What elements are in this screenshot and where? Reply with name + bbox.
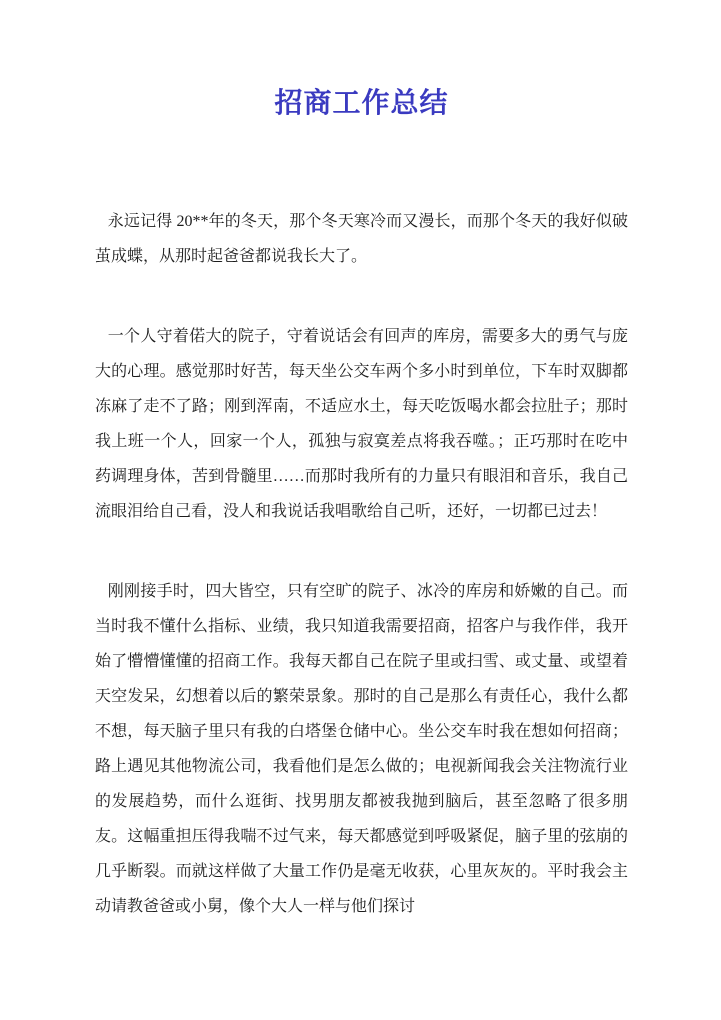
paragraph: 一个人守着偌大的院子，守着说话会有回声的库房，需要多大的勇气与庞大的心理。感觉那时好苦，每天坐公交车两个多小时到单位，下车时双脚都冻麻了走不了路；刚到浑南，不适应水土，每天吃饭喝水都会拉肚子；那时我上班一个人，回家一个人，孤独与寂寞差点将我吞噬。；正巧那时在吃中药调理身体，苦到骨髓里……而那时我所有的力量只有眼泪和音乐，我自己流眼泪给自己看，没人和我说话我唱歌给自己听，还好，一切都已过去！ bbox=[95, 328, 628, 520]
paragraph: 永远记得 20**年的冬天，那个冬天寒冷而又漫长，而那个冬天的我好似破茧成蝶，从那时起爸爸都说我长大了。 bbox=[95, 213, 628, 265]
document-title: 招商工作总结 bbox=[274, 88, 449, 119]
paragraph: 刚刚接手时，四大皆空，只有空旷的院子、冰冷的库房和娇嫩的自己。而当时我不懂什么指标、业绩，我只知道我需要招商，招客户与我作伴，我开始了懵懵懂懂的招商工作。我每天都自己在院子里或扫雪、或丈量、或望着天空发呆，幻想着以后的繁荣景象。那时的自己是那么有责任心，我什么都不想，每天脑子里只有我的白塔堡仓储中心。坐公交车时我在想如何招商；路上遇见其他物流公司，我看他们是怎么做的；电视新闻我会关注物流行业的发展趋势，而什么逛街、找男朋友都被我抛到脑后，甚至忽略了很多朋友。这幅重担压得我喘不过气来，每天都感觉到呼吸紧促，脑子里的弦崩的几乎断裂。而就这样做了大量工作仍是毫无收获，心里灰灰的。平时我会主动请教爸爸或小舅，像个大人一样与他们探讨 bbox=[95, 583, 628, 915]
